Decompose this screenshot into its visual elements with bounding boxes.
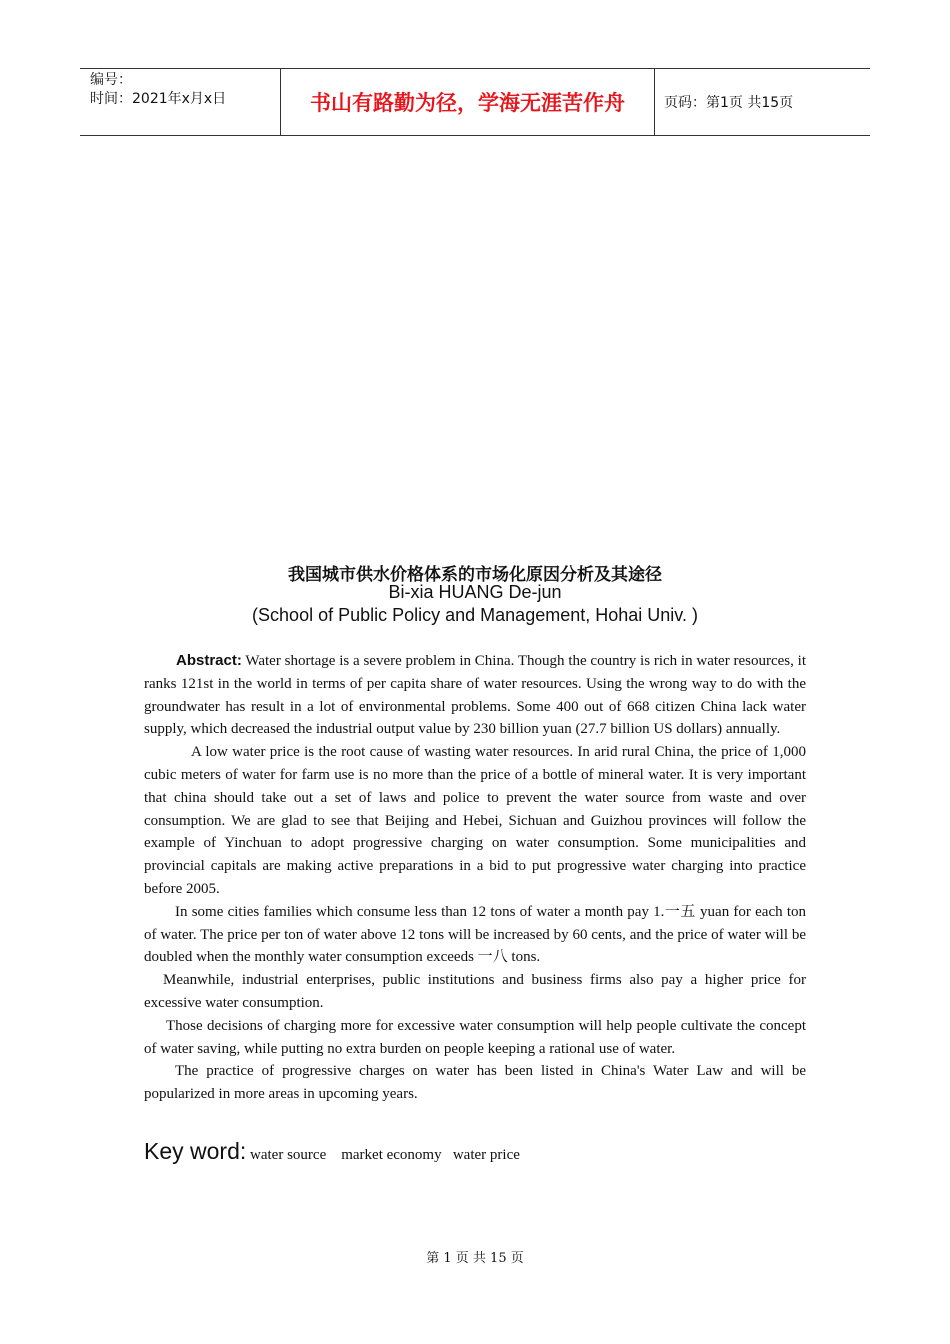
article-affiliation: (School of Public Policy and Management, Hohai Univ. ) bbox=[252, 605, 698, 625]
header-number-label: 编号： bbox=[90, 72, 132, 88]
header-page-info: 页码：第1页 共15页 bbox=[664, 95, 794, 111]
keywords: water source market economy water price bbox=[250, 1147, 520, 1163]
header-time-label: 时间：2021年x月x日 bbox=[90, 91, 227, 107]
abstract-paragraph-3: In some cities families which consume less than 12 tons of water a month pay 1.一五 yuan for each ton of water. The price per ton of water above 12 tons will be increased by 60 cents, and the price of water will be doubled when the monthly water consumption exceeds 一八 tons. bbox=[144, 903, 806, 966]
abstract-paragraph-4: Meanwhile, industrial enterprises, public institutions and business firms also pay a higher price for excessive water consumption. bbox=[144, 972, 806, 1011]
page-footer: 第 1 页 共 15 页 bbox=[426, 1251, 524, 1266]
abstract-body bbox=[144, 650, 806, 1106]
abstract-paragraph-5: Those decisions of charging more for excessive water consumption will help people cultivate the concept of water saving, while putting no extra burden on people keeping a rational use of water. bbox=[144, 1017, 806, 1057]
abstract-paragraph-6: The practice of progressive charges on water has been listed in China's Water Law and will be popularized in more areas in upcoming years. bbox=[144, 1063, 806, 1103]
abstract-paragraph-2: A low water price is the root cause of wasting water resources. In arid rural China, the price of 1,000 cubic meters of water for farm use is no more than the price of a bottle of mineral water. It is very important that china should take out a set of laws and police to prevent the water source from waste and over consumption. We are glad to see that Beijing and Hebei, Sichuan and Guizhou provinces will follow the example of Yinchuan to adopt progressive charging on water consumption. Some municipalities and provincial capitals are making active preparations in a bid to put progressive water charging into practice before 2005. bbox=[144, 744, 806, 897]
abstract-paragraph-1 bbox=[144, 650, 806, 741]
header-meta bbox=[80, 69, 281, 135]
keywords-line bbox=[144, 1138, 520, 1165]
article-title: 我国城市供水价格体系的市场化原因分析及其途径 bbox=[288, 565, 662, 585]
keyword-label: Key word: bbox=[144, 1138, 247, 1164]
header-motto: 书山有路勤为径，学海无涯苦作舟 bbox=[281, 69, 655, 135]
abstract-paragraph-1-text: Water shortage is a severe problem in China. Though the country is rich in water resources, it ranks 121st in the world in terms of per capita share of water resources. Using the wrong way to do with the groundwater has result in a lot of environmental problems. Some 400 out of 668 citizen China lack water supply, which decreased the industrial output value by 230 billion yuan (27.7 billion US dollars) annually. bbox=[144, 653, 806, 738]
article-authors: Bi-xia HUANG De-jun bbox=[388, 582, 562, 602]
abstract-label: Abstract: bbox=[176, 652, 242, 669]
page-header bbox=[80, 68, 870, 136]
